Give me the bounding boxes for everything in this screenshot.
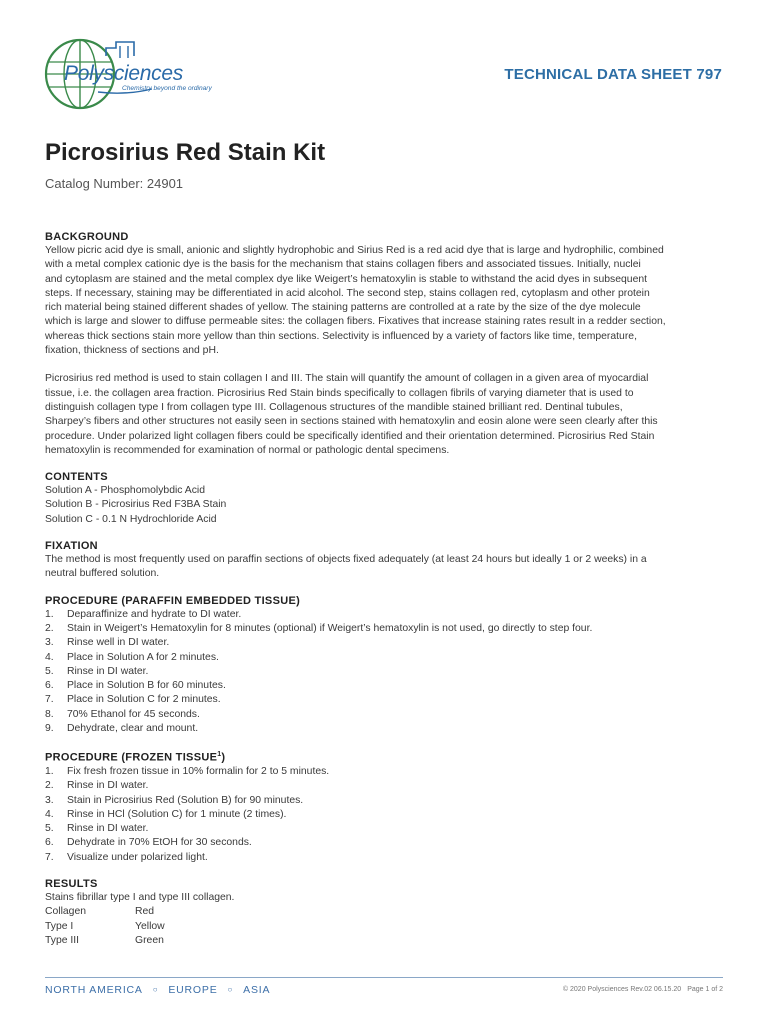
step-text: Stain in Picrosirius Red (Solution B) for 90 minutes.: [67, 794, 304, 806]
procedure-step: [45, 836, 725, 850]
text-line: rich material being stained different shades of yellow. The staining patterns are controlled at a rate by the size of the dye molecule: [45, 302, 641, 314]
step-number: 8.: [45, 708, 54, 720]
text-line: hematoxylin is recommended for examination of normal or pathologic dental specimens.: [45, 444, 450, 456]
results-intro: Stains fibrillar type I and type III collagen.: [45, 892, 235, 904]
step-text: Place in Solution A for 2 minutes.: [67, 651, 219, 663]
step-text: Dehydrate in 70% EtOH for 30 seconds.: [67, 837, 252, 849]
procedure-step: [45, 665, 725, 679]
section-heading: BACKGROUND: [45, 231, 129, 243]
step-number: 1.: [45, 765, 54, 777]
step-number: 7.: [45, 694, 54, 706]
step-text: Rinse in HCl (Solution C) for 1 minute (2 times).: [67, 808, 287, 820]
contents-item: Solution C - 0.1 N Hydrochloride Acid: [45, 513, 217, 525]
step-text: Deparaffinize and hydrate to DI water.: [67, 608, 242, 620]
contents-item: Solution B - Picrosirius Red F3BA Stain: [45, 499, 227, 511]
step-text: Visualize under polarized light.: [67, 851, 208, 863]
step-number: 4.: [45, 808, 54, 820]
text-line: procedure. Under polarized light collagen fibers could be specifically identified and their orientation determined. Picrosirius Red Stain: [45, 430, 655, 442]
background-paragraph-1: [45, 244, 725, 358]
text-line: which is large and slower to diffuse permeable sites: the collagen fibers. Fixatives that increase staining rates result in a redder section,: [45, 316, 666, 328]
step-number: 4.: [45, 651, 54, 663]
step-number: 7.: [45, 851, 54, 863]
step-text: Place in Solution C for 2 minutes.: [67, 694, 221, 706]
text-line: steps. If necessary, staining may be differentiated in acid alcohol. The second step, stains collagen red, cytoplasm and other protein: [45, 287, 650, 299]
step-text: Rinse in DI water.: [67, 780, 149, 792]
contents-item: Solution A - Phosphomolybdic Acid: [45, 485, 205, 497]
footnote-marker: 1: [217, 751, 222, 759]
step-text: Place in Solution B for 60 minutes.: [67, 680, 226, 692]
text-line: whereas thick sections stain more yellow than thin sections. Selectivity is influenced by a variety of factors like time, temperature,: [45, 330, 637, 342]
procedure-steps: [45, 608, 725, 737]
region-north-america: NORTH AMERICA: [45, 984, 143, 996]
footer-divider: [45, 977, 723, 978]
step-text: Stain in Weigert’s Hematoxylin for 8 minutes (optional) if Weigert’s hematoxylin is not used, go directly to step four.: [67, 622, 593, 634]
section-heading: FIXATION: [45, 540, 98, 553]
procedure-step: [45, 722, 725, 736]
procedure-step: [45, 765, 725, 779]
heading-text: PROCEDURE (FROZEN TISSUE: [45, 751, 218, 764]
text-line: fixation, thickness of sections and pH.: [45, 345, 219, 357]
copyright-text: © 2020 Polysciences Rev.02 06.15.20: [562, 986, 682, 993]
section-contents: [45, 470, 725, 527]
section-fixation: [45, 539, 725, 582]
step-number: 5.: [45, 823, 54, 835]
results-key: Type I: [45, 920, 74, 932]
results-key: Collagen: [45, 906, 87, 918]
region-europe: EUROPE: [168, 984, 218, 996]
step-number: 6.: [45, 837, 54, 849]
procedure-steps: [45, 765, 725, 865]
step-number: 5.: [45, 665, 54, 677]
procedure-step: [45, 608, 725, 622]
procedure-step: [45, 708, 725, 722]
section-heading: [45, 748, 725, 765]
procedure-step: [45, 651, 725, 665]
step-text: Dehydrate, clear and mount.: [67, 723, 199, 735]
step-number: 3.: [45, 794, 54, 806]
procedure-step: [45, 851, 725, 865]
results-value: Yellow: [135, 920, 165, 932]
text-line: Sharpey’s fibers and other structures not easily seen in sections stained with hematoxylin and eosin alone were seen clearly after this: [45, 416, 658, 428]
step-number: 2.: [45, 780, 54, 792]
results-row: [45, 905, 725, 919]
footer-meta: [563, 986, 723, 993]
procedure-step: [45, 622, 725, 636]
step-text: Fix fresh frozen tissue in 10% formalin for 2 to 5 minutes.: [67, 765, 330, 777]
step-number: 1.: [45, 608, 54, 620]
separator-icon: ○: [227, 985, 234, 994]
step-text: Rinse in DI water.: [67, 665, 149, 677]
step-text: Rinse well in DI water.: [67, 637, 170, 649]
page-title: Picrosirius Red Stain Kit: [45, 139, 326, 166]
text-line: Picrosirius red method is used to stain collagen I and III. The stain will quantify the amount of collagen in a given area of myocardial: [45, 373, 649, 385]
step-number: 3.: [45, 637, 54, 649]
results-row: [45, 920, 725, 934]
text-line: distinguish collagen type I from collagen type III. Collagenous structures of the mandible stained brilliant red. Dentinal tubules,: [45, 401, 623, 413]
step-number: 9.: [45, 723, 54, 735]
section-heading: CONTENTS: [45, 471, 108, 484]
results-key: Type III: [45, 934, 80, 946]
procedure-step: [45, 822, 725, 836]
document-body: [45, 230, 725, 948]
section-results: [45, 877, 725, 948]
text-line: neutral buffered solution.: [45, 568, 160, 580]
procedure-step: [45, 808, 725, 822]
text-line: The method is most frequently used on paraffin sections of objects fixed adequately (at least 24 hours but ideally 1 or 2 weeks) in a: [45, 554, 647, 566]
procedure-step: [45, 636, 725, 650]
results-value: Red: [135, 906, 155, 918]
procedure-step: [45, 679, 725, 693]
document-type-label: TECHNICAL DATA SHEET 797: [504, 66, 722, 83]
section-procedure-paraffin: [45, 594, 725, 737]
logo-tagline: Chemistry beyond the ordinary: [122, 85, 212, 92]
region-asia: ASIA: [243, 984, 271, 996]
step-text: Rinse in DI water.: [67, 823, 149, 835]
procedure-step: [45, 794, 725, 808]
step-text: 70% Ethanol for 45 seconds.: [67, 708, 200, 720]
separator-icon: ○: [152, 985, 159, 994]
procedure-step: [45, 693, 725, 707]
page-number: Page 1 of 2: [687, 986, 723, 993]
section-heading: PROCEDURE (PARAFFIN EMBEDDED TISSUE): [45, 594, 301, 607]
text-line: Yellow picric acid dye is small, anionic and slightly hydrophobic and Sirius Red is a red acid dye that is large and hydrophilic, combined: [45, 245, 664, 256]
section-background: [45, 230, 725, 458]
results-value: Green: [135, 934, 164, 946]
text-line: with a metal complex cationic dye is the basis for the mechanism that stains collagen fibers and associated tissues. Initially, nuclei: [45, 259, 641, 271]
background-paragraph-2: [45, 372, 725, 458]
results-row: [45, 934, 725, 948]
step-number: 6.: [45, 680, 54, 692]
text-line: and cytoplasm are stained and the metal complex dye like Weigert’s hematoxylin is stable to withstand the acid dyes in subsequent: [45, 273, 648, 285]
logo-wordmark: Polysciences: [64, 62, 183, 85]
section-heading: RESULTS: [45, 878, 98, 891]
polysciences-logo: [42, 34, 232, 114]
footer-regions: [45, 984, 270, 996]
catalog-number: Catalog Number: 24901: [45, 176, 184, 191]
section-procedure-frozen: [45, 748, 725, 865]
heading-close: ): [221, 751, 226, 764]
text-line: tissue, i.e. the collagen area fraction. Picrosirius Red Stain binds specifically to collagen fibrils of varying diameter that is used to: [45, 387, 634, 399]
procedure-step: [45, 779, 725, 793]
step-number: 2.: [45, 622, 54, 634]
